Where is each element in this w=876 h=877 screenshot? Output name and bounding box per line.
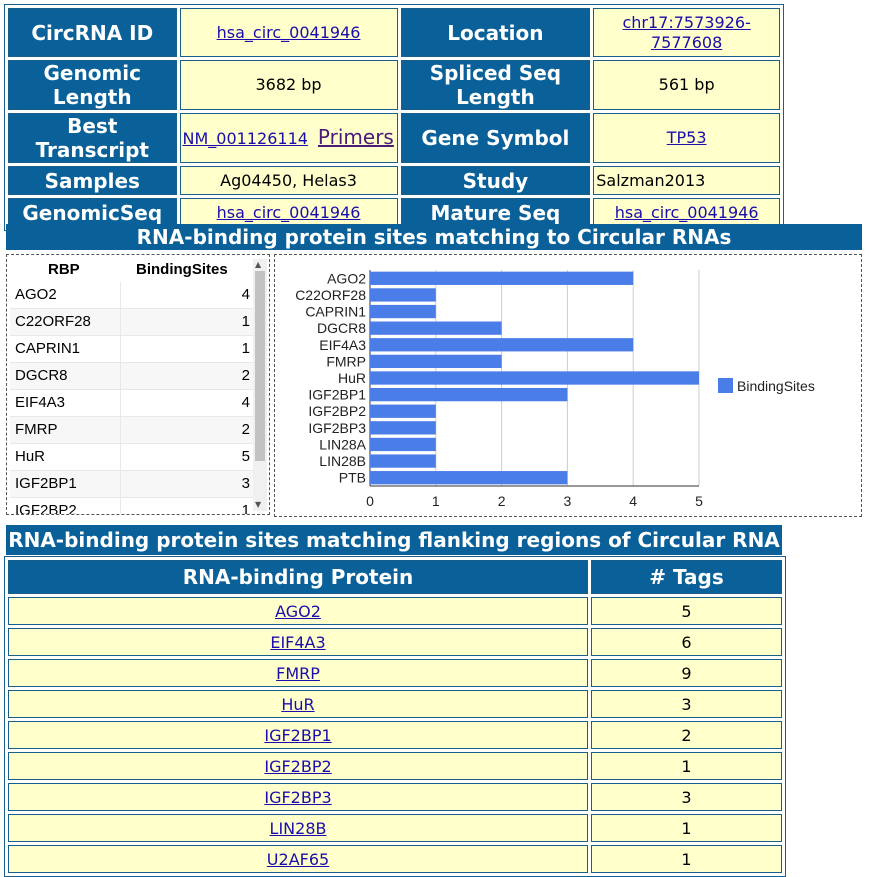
mature-seq-label: Mature Seq — [401, 198, 591, 227]
chart-x-tick-label: 5 — [695, 493, 703, 509]
flank-tags-value: 1 — [591, 845, 782, 873]
rbp-list-rows — [10, 282, 256, 515]
flank-tags-value: 2 — [591, 721, 782, 749]
chart-y-category-label: FMRP — [326, 353, 366, 370]
flank-protein-link[interactable]: HuR — [281, 694, 315, 714]
genomic-length-value: 3682 bp — [180, 60, 398, 110]
circrna-id-label: CircRNA ID — [8, 8, 177, 57]
chart-x-tick-label: 2 — [497, 493, 506, 509]
flank-protein-link[interactable]: EIF4A3 — [270, 632, 326, 652]
genomic-seq-link[interactable]: hsa_circ_0041946 — [216, 202, 361, 222]
best-transcript-label: Best Transcript — [8, 113, 177, 163]
rbp-name: EIF4A3 — [15, 394, 66, 411]
rbp-binding-sites: 3 — [241, 475, 250, 492]
flank-section-title: RNA-binding protein sites matching flanking regions of Circular RNA — [6, 525, 782, 555]
rbp-list-row[interactable] — [10, 444, 256, 471]
chart-bar — [370, 288, 436, 301]
rbp-binding-sites: 4 — [241, 394, 250, 411]
flank-table-row — [8, 690, 782, 718]
chart-bar — [370, 405, 436, 418]
rbp-name: HuR — [15, 448, 46, 465]
location-label: Location — [401, 8, 591, 57]
chart-bar — [370, 338, 633, 351]
flank-table-row — [8, 845, 782, 873]
flank-protein-link[interactable]: U2AF65 — [266, 849, 330, 869]
study-value: Salzman2013 — [593, 166, 780, 195]
study-label: Study — [401, 166, 591, 195]
chart-y-category-label: HuR — [337, 370, 366, 386]
flank-tags-value: 3 — [591, 690, 782, 718]
flank-table — [4, 556, 786, 877]
samples-label: Samples — [8, 166, 177, 195]
circrna-id-link[interactable]: hsa_circ_0041946 — [216, 22, 361, 42]
gene-symbol-link[interactable]: TP53 — [666, 128, 707, 147]
mature-seq-link[interactable]: hsa_circ_0041946 — [614, 202, 759, 222]
rbp-list-row[interactable] — [10, 498, 256, 515]
flank-tags-value: 3 — [591, 783, 782, 811]
chart-bar — [370, 355, 502, 368]
rbp-list-row[interactable] — [10, 336, 256, 363]
rbp-list-row[interactable] — [10, 471, 256, 498]
chart-y-category-label: CAPRIN1 — [305, 303, 366, 320]
col-binding-sites[interactable]: BindingSites — [136, 261, 228, 278]
flank-table-row — [8, 628, 782, 656]
flank-protein-link[interactable]: LIN28B — [269, 818, 327, 838]
rbp-name: CAPRIN1 — [15, 340, 81, 357]
chart-bar — [370, 438, 436, 451]
chart-bar — [370, 371, 699, 384]
chart-x-tick-label: 4 — [629, 493, 638, 509]
flank-table-row — [8, 752, 782, 780]
col-rna-binding-protein: RNA-binding Protein — [8, 560, 588, 594]
cell-divider — [120, 444, 121, 470]
spliced-length-value: 561 bp — [593, 60, 780, 110]
rbp-name: IGF2BP1 — [15, 475, 77, 492]
spliced-length-label: Spliced Seq Length — [401, 60, 591, 110]
flank-tags-value: 9 — [591, 659, 782, 687]
rbp-name: C22ORF28 — [15, 313, 91, 330]
flank-protein-link[interactable]: FMRP — [276, 663, 320, 683]
scroll-down-icon[interactable]: ▼ — [255, 500, 262, 509]
flank-protein-link[interactable]: IGF2BP1 — [264, 725, 332, 745]
chart-bar — [370, 322, 502, 335]
flank-tags-value: 5 — [591, 597, 782, 625]
scroll-thumb[interactable] — [255, 271, 265, 461]
cell-divider — [120, 309, 121, 335]
genomic-length-label: Genomic Length — [8, 60, 177, 110]
flank-table-row — [8, 814, 782, 842]
flank-protein-link[interactable]: AGO2 — [275, 601, 321, 621]
cell-divider — [120, 390, 121, 416]
rbp-list-row[interactable] — [10, 309, 256, 336]
location-link[interactable]: chr17:7573926-7577608 — [622, 12, 751, 52]
gene-symbol-label: Gene Symbol — [401, 113, 591, 163]
chart-bar — [370, 305, 436, 318]
rbp-list-row[interactable] — [10, 363, 256, 390]
flank-tags-value: 6 — [591, 628, 782, 656]
chart-x-tick-label: 0 — [366, 493, 374, 509]
cell-divider — [120, 363, 121, 389]
chart-y-category-label: AGO2 — [327, 270, 366, 287]
cell-divider — [120, 336, 121, 362]
col-tags: # Tags — [591, 560, 782, 594]
chart-y-category-label: EIF4A3 — [319, 336, 366, 353]
rbp-list-scrollbar[interactable] — [253, 259, 267, 511]
chart-y-category-label: IGF2BP3 — [308, 419, 366, 436]
chart-legend-label: BindingSites — [737, 378, 815, 394]
rbp-name: DGCR8 — [15, 367, 68, 384]
rbp-binding-sites: 2 — [241, 421, 250, 438]
rbp-list-grid[interactable] — [6, 254, 270, 515]
chart-bar — [370, 471, 567, 484]
flank-table-row — [8, 597, 782, 625]
chart-x-tick-label: 1 — [431, 493, 440, 509]
rbp-binding-sites: 2 — [241, 367, 250, 384]
rbp-list-header — [10, 258, 256, 283]
flank-protein-link[interactable]: IGF2BP3 — [264, 787, 332, 807]
rbp-binding-sites: 1 — [241, 502, 250, 515]
cell-divider — [120, 471, 121, 497]
rbp-binding-sites: 5 — [241, 448, 250, 465]
chart-y-category-label: PTB — [338, 469, 366, 486]
flank-table-row — [8, 783, 782, 811]
flank-table-row — [8, 659, 782, 687]
chart-bar — [370, 272, 633, 285]
samples-value: Ag04450, Helas3 — [180, 166, 398, 195]
chart-y-category-label: IGF2BP1 — [308, 386, 366, 403]
chart-legend-swatch — [718, 378, 733, 393]
rbp-binding-sites: 1 — [241, 340, 250, 357]
chart-bar — [370, 388, 567, 401]
primers-link[interactable]: Primers — [317, 125, 394, 149]
chart-bar — [370, 454, 436, 467]
rbp-name: IGF2BP2 — [15, 502, 77, 515]
rbp-name: FMRP — [15, 421, 58, 438]
binding-sites-chart — [274, 254, 862, 517]
chart-y-category-label: LIN28A — [319, 436, 366, 453]
cell-divider — [120, 417, 121, 443]
flank-table-row — [8, 721, 782, 749]
chart-y-category-label: C22ORF28 — [295, 286, 366, 303]
scroll-up-icon[interactable]: ▲ — [255, 260, 262, 269]
rbp-list-row[interactable] — [10, 282, 256, 309]
best-transcript-link[interactable]: NM_001126114 — [182, 129, 308, 148]
chart-y-category-label: IGF2BP2 — [308, 403, 366, 420]
chart-y-category-label: DGCR8 — [316, 320, 366, 337]
rbp-list-row[interactable] — [10, 390, 256, 417]
rbp-name: AGO2 — [15, 286, 57, 303]
rbp-section-title: RNA-binding protein sites matching to Circular RNAs — [6, 224, 862, 250]
chart-y-category-label: LIN28B — [319, 453, 366, 470]
genomic-seq-label: GenomicSeq — [8, 198, 177, 227]
flank-protein-link[interactable]: IGF2BP2 — [264, 756, 332, 776]
chart-x-tick-label: 3 — [563, 493, 572, 509]
flank-tags-value: 1 — [591, 752, 782, 780]
rbp-list-row[interactable] — [10, 417, 256, 444]
cell-divider — [120, 498, 121, 515]
chart-svg — [275, 255, 861, 516]
cell-divider — [120, 282, 121, 308]
flank-tags-value: 1 — [591, 814, 782, 842]
col-rbp[interactable]: RBP — [48, 261, 80, 278]
rbp-binding-sites: 4 — [241, 286, 250, 303]
rbp-binding-sites: 1 — [241, 313, 250, 330]
circrna-info-table — [4, 4, 784, 231]
chart-bar — [370, 421, 436, 434]
